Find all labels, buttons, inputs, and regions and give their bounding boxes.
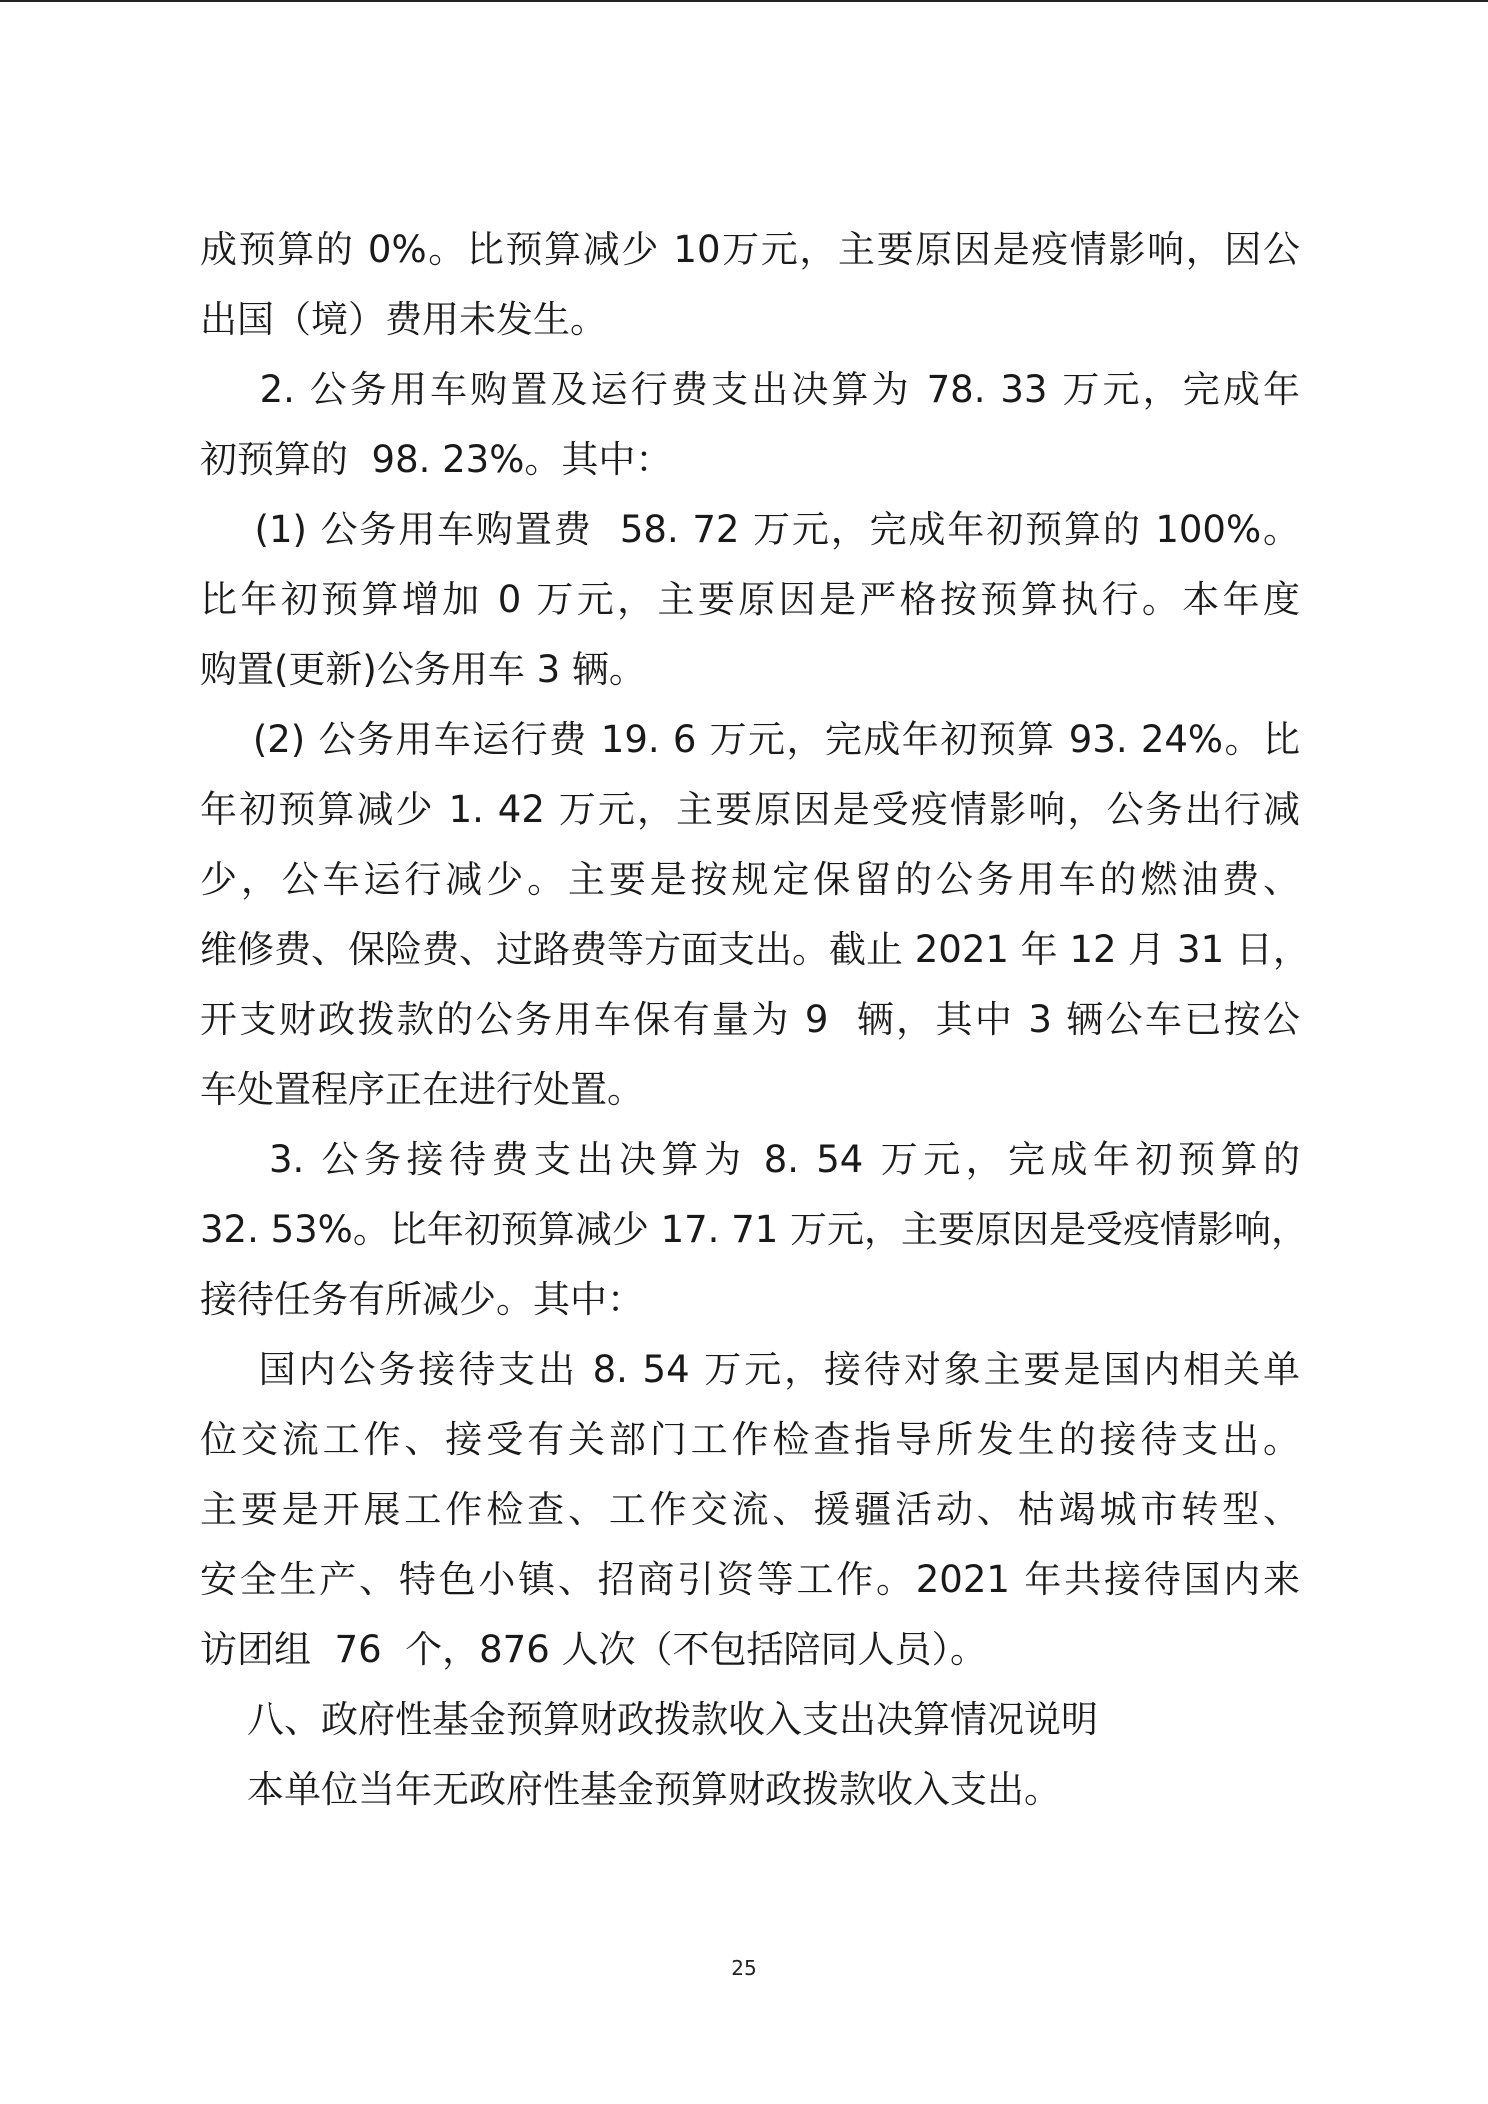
paragraph-line: 访团组 76 个，876 人次（不包括陪同人员）。	[200, 1628, 988, 1671]
paragraph-line: 购置(更新)公务用车 3 辆。	[200, 648, 646, 691]
paragraph-line: 成预算的 0%。比预算减少 10万元，主要原因是疫情影响，因公	[200, 228, 1300, 271]
paragraph-line: 接待任务有所减少。其中：	[200, 1278, 644, 1321]
paragraph-line: 主要是开展工作检查、工作交流、援疆活动、枯竭城市转型、	[200, 1488, 1300, 1531]
paragraph-line: 初预算的 98. 23%。其中：	[200, 438, 673, 481]
paragraph-line: 维修费、保险费、过路费等方面支出。截止 2021 年 12 月 31 日，	[200, 928, 1310, 971]
paragraph-line: 年初预算减少 1. 42 万元，主要原因是受疫情影响，公务出行减	[200, 788, 1300, 831]
paragraph-line: 安全生产、特色小镇、招商引资等工作。2021 年共接待国内来	[200, 1558, 1300, 1601]
paragraph-line: 位交流工作、接受有关部门工作检查指导所发生的接待支出。	[200, 1418, 1300, 1461]
paragraph-line: 2. 公务用车购置及运行费支出决算为 78. 33 万元，完成年	[200, 368, 1300, 411]
top-border-line	[0, 0, 1488, 2]
paragraph-line: (2) 公务用车运行费 19. 6 万元，完成年初预算 93. 24%。比	[200, 718, 1300, 761]
paragraph-line: 出国（境）费用未发生。	[200, 298, 607, 341]
paragraph-line: 国内公务接待支出 8. 54 万元，接待对象主要是国内相关单	[200, 1348, 1300, 1391]
paragraph-line: 比年初预算增加 0 万元，主要原因是严格按预算执行。本年度	[200, 578, 1300, 621]
page-number: 25	[731, 1956, 757, 1980]
paragraph-line: 少，公车运行减少。主要是按规定保留的公务用车的燃油费、	[200, 858, 1300, 901]
body-text	[200, 222, 1310, 1832]
paragraph-line: (1) 公务用车购置费 58. 72 万元，完成年初预算的 100%。	[200, 508, 1300, 551]
paragraph-line: 车处置程序正在进行处置。	[200, 1068, 644, 1111]
paragraph-line: 3. 公务接待费支出决算为 8. 54 万元，完成年初预算的	[200, 1138, 1300, 1181]
paragraph-line: 开支财政拨款的公务用车保有量为 9 辆，其中 3 辆公车已按公	[200, 998, 1300, 1041]
section-heading: 八、政府性基金预算财政拨款收入支出决算情况说明	[200, 1698, 1099, 1741]
paragraph-line: 32. 53%。比年初预算减少 17. 71 万元，主要原因是受疫情影响，	[200, 1208, 1309, 1251]
paragraph-line: 本单位当年无政府性基金预算财政拨款收入支出。	[200, 1768, 1062, 1811]
